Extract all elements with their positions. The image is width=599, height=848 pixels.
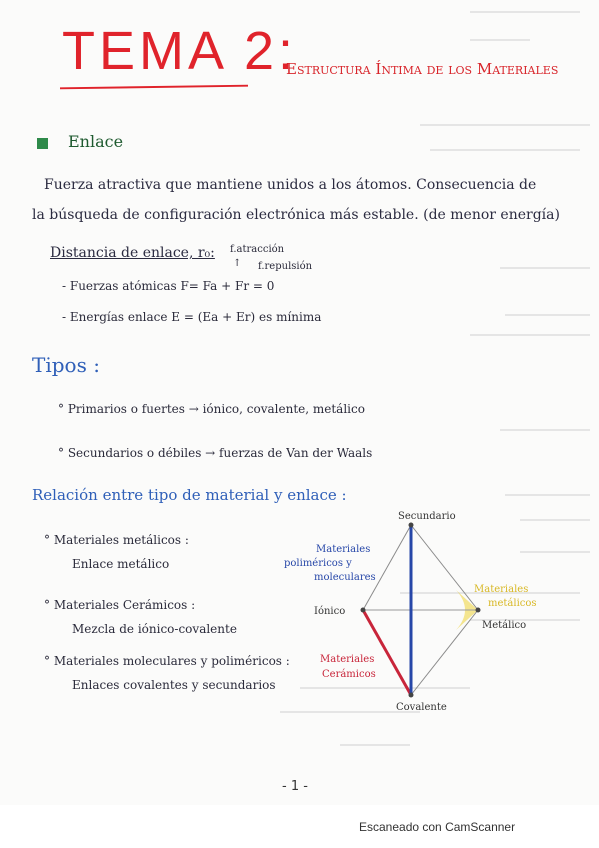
polymer-label-1: Materiales [316,544,371,555]
section-bullet [37,138,48,149]
vertex-label-top: Secundario [398,511,456,522]
polymer-label-2: poliméricos y [284,558,352,569]
page-subtitle: Estructura Íntima de los Materiales [286,60,559,78]
tipos-primarios: ° Primarios o fuertes → iónico, covalente, metálico [58,402,365,416]
energy-line: - Energías enlace E = (Ea + Er) es mínima [62,310,322,324]
repulsion-label: f.repulsión [258,261,313,272]
vertex-label-bottom: Covalente [396,702,447,713]
forces-line: - Fuerzas atómicas F= Fa + Fr = 0 [62,279,275,293]
section-heading-tipos: Tipos : [32,353,100,377]
section-heading-enlace: Enlace [68,132,124,151]
vertex-left [361,608,366,613]
edge-ceramic-red [363,610,411,695]
vertex-label-right: Metálico [482,620,527,631]
camscanner-watermark: Escaneado con CamScanner [359,820,516,834]
materials-metal-detail: Enlace metálico [72,557,170,571]
materials-metal-title: ° Materiales metálicos : [44,533,189,547]
bond-type-diamond-diagram [270,510,590,720]
materials-ceramic-title: ° Materiales Cerámicos : [44,598,196,612]
title-underline [60,85,248,90]
definition-line-2: la búsqueda de configuración electrónica más estable. (de menor energía) [32,207,560,223]
tipos-secundarios: ° Secundarios o débiles → fuerzas de Van der Waals [58,446,373,460]
materials-ceramic-detail: Mezcla de iónico-covalente [72,622,237,636]
vertex-bottom [409,693,414,698]
vertex-top [409,523,414,528]
edge-top-right [411,525,478,610]
materials-polymer-detail: Enlaces covalentes y secundarios [72,678,276,692]
edge-bottom-right [411,610,478,695]
vertex-label-left: Iónico [314,606,346,617]
metal-label-1: Materiales [474,584,529,595]
edge-top-left [363,525,411,610]
ceramic-label-2: Cerámicos [322,669,376,680]
vertex-right [476,608,481,613]
arrow-up-icon: ↑ [233,258,242,269]
metal-label-2: metálicos [488,598,537,609]
materials-polymer-title: ° Materiales moleculares y poliméricos : [44,654,290,668]
page-number: - 1 - [282,779,308,794]
distance-label: Distancia de enlace, r₀: [50,245,215,261]
page-title: TEMA 2: [62,21,298,81]
definition-line-1: Fuerza atractiva que mantiene unidos a los átomos. Consecuencia de [44,177,537,193]
attraction-label: f.atracción [230,244,285,255]
polymer-label-3: moleculares [314,572,376,583]
section-heading-relacion: Relación entre tipo de material y enlace : [32,486,347,504]
ceramic-label-1: Materiales [320,654,375,665]
